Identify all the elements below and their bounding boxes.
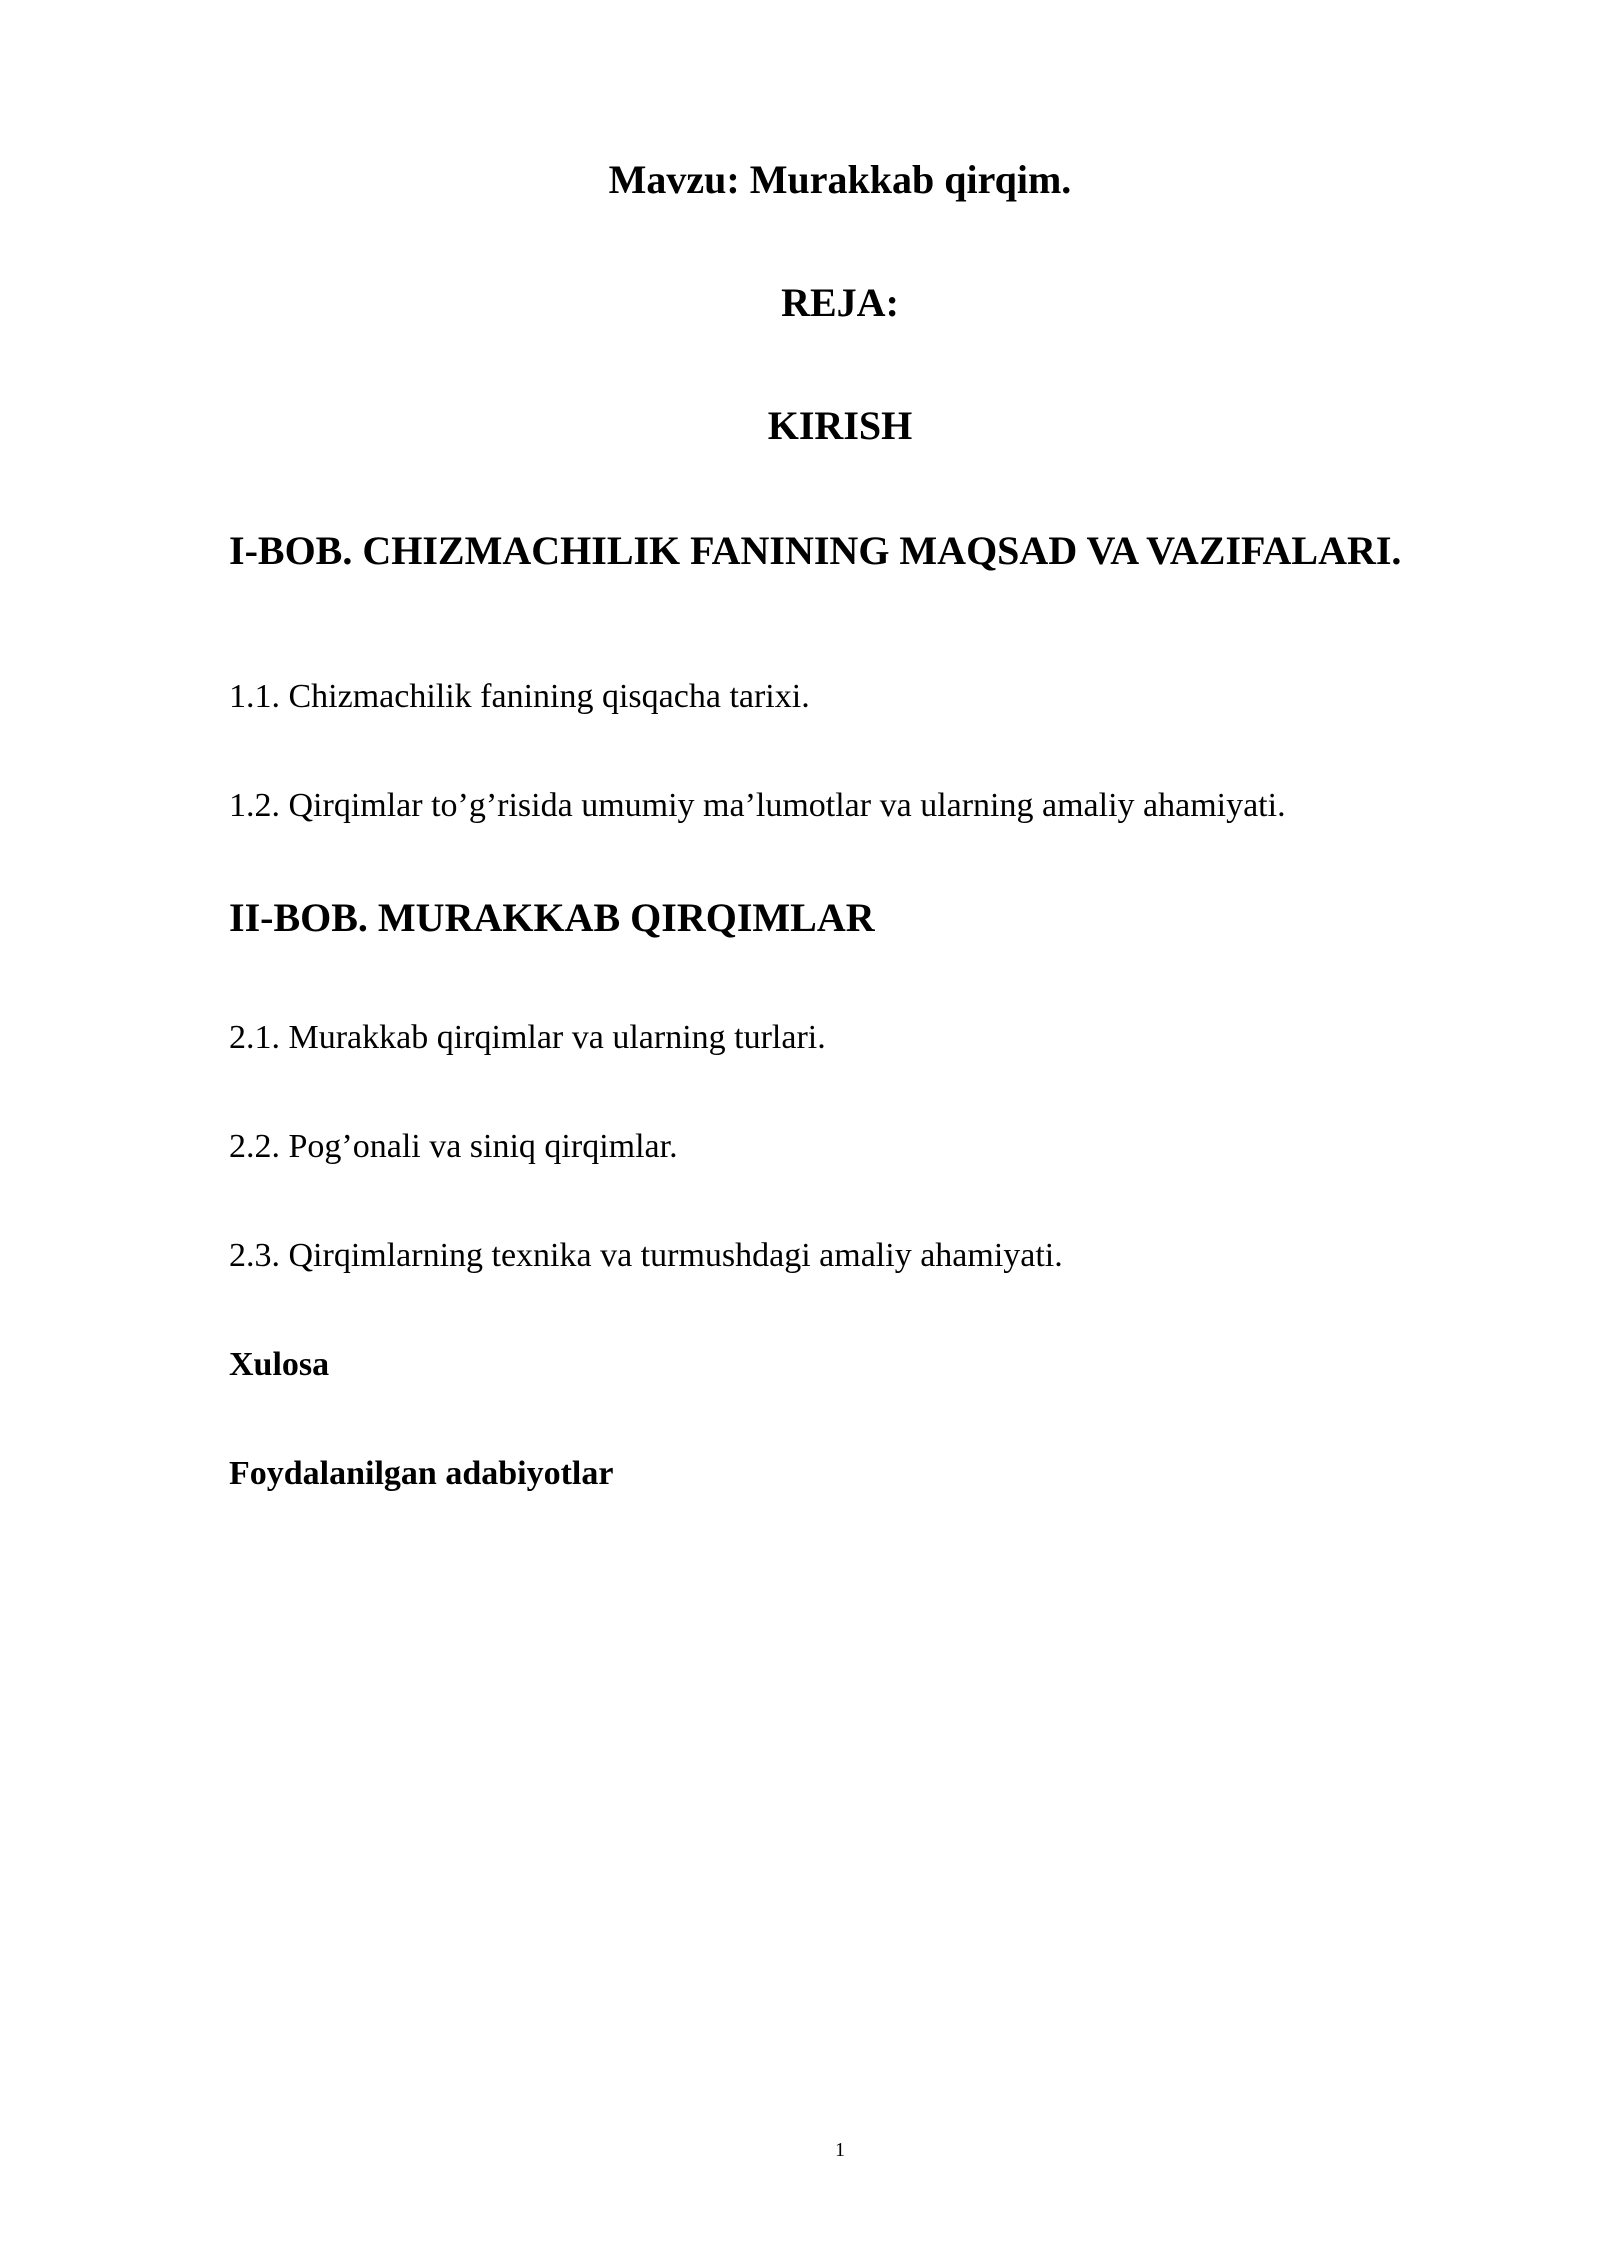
- chapter-2-title: II-BOB. MURAKKAB QIRQIMLAR: [229, 895, 875, 940]
- page-number: 1: [835, 2139, 845, 2161]
- chapter-1-item-1: 1.1. Chizmachilik fanining qisqacha tarixi.: [229, 678, 810, 715]
- topic-title: Mavzu: Murakkab qirqim.: [608, 157, 1072, 202]
- chapter-2-item-1: 2.1. Murakkab qirqimlar va ularning turlari.: [229, 1019, 826, 1056]
- chapter-1-title: I-BOB. CHIZMACHILIK FANINING MAQSAD VA VAZIFALARI.: [229, 528, 1402, 573]
- chapter-2-item-3: 2.3. Qirqimlarning texnika va turmushdagi amaliy ahamiyati.: [229, 1237, 1063, 1274]
- chapter-2-item-2: 2.2. Pog’onali va siniq qirqimlar.: [229, 1128, 678, 1165]
- chapter-1-item-2: 1.2. Qirqimlar to’g’risida umumiy ma’lumotlar va ularning amaliy ahamiyati.: [229, 787, 1286, 824]
- conclusion-heading: Xulosa: [229, 1346, 330, 1383]
- plan-heading: REJA:: [781, 280, 899, 325]
- references-heading: Foydalanilgan adabiyotlar: [229, 1455, 614, 1492]
- intro-heading: KIRISH: [767, 403, 913, 448]
